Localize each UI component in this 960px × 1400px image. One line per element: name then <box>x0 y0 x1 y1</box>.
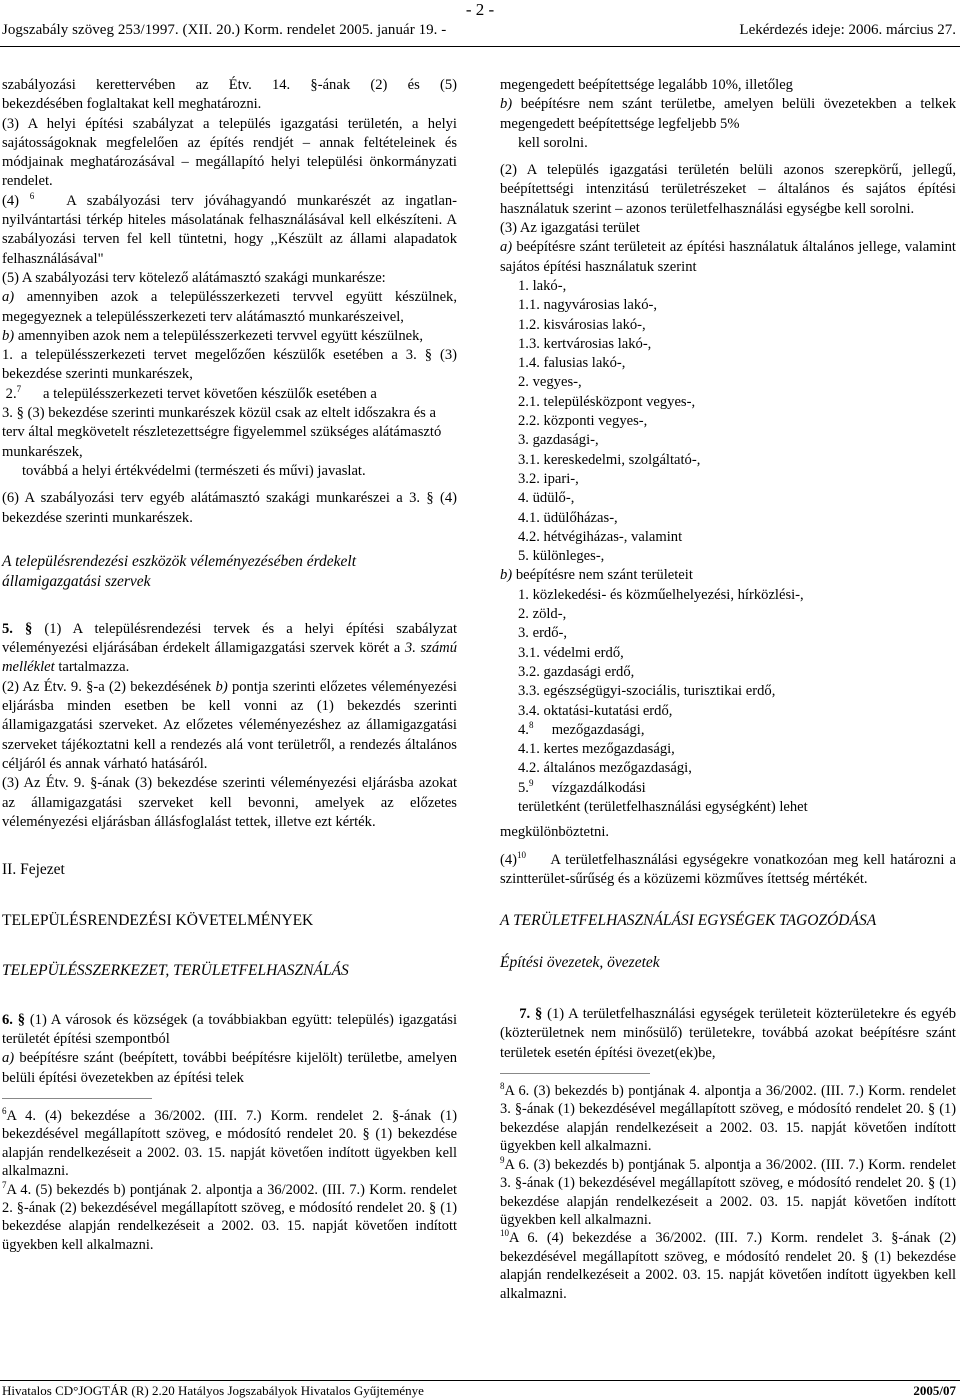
list-b-tail-2: megkülönböztetni. <box>500 824 610 841</box>
list-a-item: 5. különleges-, <box>518 548 605 565</box>
page-header <box>0 0 960 60</box>
paragraph-5b1: 1. a településszerkezeti tervet megelőzően készülők esetében a 3. § (3) bekezdése szerinti munkarészek, <box>2 347 457 383</box>
paragraph-rb: b) beépítésre nem szánt területeit <box>500 567 693 584</box>
list-a-item: 2.2. központi vegyes-, <box>518 413 648 430</box>
paragraph-r5: a) beépítésre szánt területeit az építési használatuk általános jellege, valamint sajátos építési használatuk szerint <box>500 239 956 275</box>
list-a-item: 3.1. kereskedelmi, szolgáltató-, <box>518 451 701 468</box>
paragraph-r2: b) beépítésre nem szánt területbe, amelyen belüli övezetekben a telkek megengedett beépítettsége legfeljebb 5% <box>500 96 956 132</box>
section-title: TELEPÜLÉSSZERKEZET, TERÜLETFELHASZNÁLÁS <box>2 961 349 979</box>
list-a-item: 3. gazdasági-, <box>518 432 599 449</box>
footnote-ref-9[interactable]: 9 <box>528 777 534 788</box>
footnote-7: $^7$A 4. (5) bekezdés b) pontjának 2. alpontja a 36/2002. (III. 7.) Korm. rendelet 2. §-ának (2) bekezdésével megállapított szöveg, e módosító rendelet 20. § (1) bekezdése alapján rendelkezéseit a 2002. 03. 15. napját követően indított ügyekben kell alkalmazni. <box>2 1179 457 1253</box>
heading-building-zones: Építési övezetek, övezetek <box>500 954 660 972</box>
footnote-10: $^{10}$A 6. (4) bekezdése a 36/2002. (III. 7.) Korm. rendelet 3. §-ának (2) bekezdésével megállapított szöveg, e módosító rendelet 20. § (1) bekezdése alapján rendelkezéseit a 2002. 03. 15. napját követően indított ügyekben kell alkalmazni. <box>500 1228 956 1302</box>
list-b-tail: területként (területfelhasználási egységként) lehet <box>518 798 808 815</box>
list-b-item: 3.2. gazdasági erdő, <box>518 663 635 680</box>
list-b-item: 2. zöld-, <box>518 606 567 623</box>
header-query-date: Lekérdezés ideje: 2006. március 27. <box>739 22 956 38</box>
paragraph-5c: továbbá a helyi értékvédelmi (természeti és művi) javaslat. <box>22 462 366 479</box>
page-footer <box>0 1380 960 1400</box>
list-a-item: 2. vegyes-, <box>518 374 582 391</box>
paragraph-5a: a) amennyiben azok a településszerkezeti tervvel együtt készülnek, megegyeznek a településszerkezeti terv alátámasztó munkarészeivel, <box>2 289 458 325</box>
header-document-title: Jogszabály szöveg 253/1997. (XII. 20.) Korm. rendelet 2005. január 19. - <box>2 22 447 38</box>
section-7-paragraph-1: 7. § (1) A területfelhasználási egységek területeit közterületekre és egyéb (közterületnek nem minősülő) területekre, továbbá azokat beépítésre szánt területek esetén építési övezet(ek)be, <box>500 1006 957 1061</box>
land-use-list-a <box>500 277 956 566</box>
paragraph-r2-tail: kell sorolni. <box>518 134 588 151</box>
footnote-ref-7[interactable]: 7 <box>16 383 22 394</box>
chapter-title: TELEPÜLÉSRENDEZÉSI KÖVETELMÉNYEK <box>2 912 314 930</box>
list-a-item: 2.1. településközpont vegyes-, <box>518 393 696 410</box>
section-7-number: 7. § <box>519 1006 543 1023</box>
annex-3-reference: 3. számú melléklet <box>2 640 457 676</box>
paragraph-5: (5) A szabályozási terv kötelező alátámasztó szakági munkarésze: <box>2 269 386 286</box>
heading-review-bodies-line2: államigazgatási szervek <box>2 572 151 590</box>
paragraph-5b2-cont: 3. § (3) bekezdése szerinti munkarészek közül csak az eltelt időszakra és a terv által megkövetelt részletezettségre figyelemmel szükséges alátámasztó munkarészek, <box>2 405 442 460</box>
list-b-item: 1. közlekedési- és közműelhelyezési, hírközlési-, <box>518 586 804 603</box>
paragraph-5b2: 2.$^7$ a településszerkezeti tervet követően készülők esetében a <box>5 383 377 402</box>
list-b-item-4-2: 4.2. általános mezőgazdasági, <box>518 760 692 777</box>
footnote-divider <box>2 1098 152 1099</box>
paragraph-intro-line2: bekezdésében foglaltakat kell meghatározni. <box>2 96 262 113</box>
header-divider <box>0 46 960 47</box>
paragraph-4: (4) $^6$ A szabályozási terv jóváhagyandó munkarészét az ingatlan-nyilvántartási térkép hiteles másolatának felhasználásával kell elkészíteni. A szabályozási terven fel kell tüntetni, hogy ,,Készült az állami alapadatok felhasználásával" <box>2 190 457 267</box>
section-6-point-a: a) beépítésre szánt (beépített, további beépítésre kijelölt) területbe, amelyen belüli építési övezetekben az építési telek <box>2 1050 457 1086</box>
list-a-item: 3.2. ipari-, <box>518 470 579 487</box>
list-a-item: 4. üdülő-, <box>518 490 575 507</box>
footnote-ref-8[interactable]: 8 <box>528 719 534 730</box>
heading-land-use-units: A TERÜLETFELHASZNÁLÁSI EGYSÉGEK TAGOZÓDÁSA <box>500 912 877 930</box>
list-a-item: 1.2. kisvárosias lakó-, <box>518 316 646 333</box>
list-a-item: 4.1. üdülőházas-, <box>518 509 618 526</box>
list-a-item: 1.3. kertvárosias lakó-, <box>518 335 652 352</box>
footnote-9: $^9$A 6. (3) bekezdés b) pontjának 5. alpontja a 36/2002. (III. 7.) Korm. rendelet 3. §-ának (1) bekezdésével megállapított szöveg, e módosító rendelet 20. § (1) bekezdése alapján rendelkezéseit a 2002. 03. 15. napját követően indított ügyekben kell alkalmazni. <box>500 1154 956 1228</box>
footer-divider <box>0 1380 960 1381</box>
list-b-item-4-1: 4.1. kertes mezőgazdasági, <box>518 741 675 758</box>
list-b-item: 3.1. védelmi erdő, <box>518 644 624 661</box>
list-b-item-5: 5.$^9$ vízgazdálkodási <box>518 777 646 796</box>
footer-source: Hivatalos CD°JOGTÁR (R) 2.20 Hatályos Jogszabályok Hivatalos Gyűjteménye <box>2 1383 424 1398</box>
section-5-paragraph-1: 5. § (1) A településrendezési tervek és a helyi építési szabályzat véleményezési eljárásában érdekelt államigazgatási szervek körét a 3. számú melléklet tartalmazza. <box>2 620 457 676</box>
paragraph-3: (3) A helyi építési szabályzat a település igazgatási területén, a helyi sajátosságoknak megfelelően az építés rendjét – annak feltételeinek és módjainak meghatározásával – megállapító helyi települési önkormányzati rendelet. <box>2 115 457 190</box>
list-a-item: 1.4. falusias lakó-, <box>518 355 626 372</box>
footnote-ref-6[interactable]: 6 <box>29 190 35 201</box>
left-column <box>2 76 457 1254</box>
heading-review-bodies-line1: A településrendezési eszközök véleményezésében érdekelt <box>2 552 357 570</box>
list-b-item: 3.3. egészségügyi-szociális, turisztikai erdő, <box>518 683 776 700</box>
list-a-item: 1.1. nagyvárosias lakó-, <box>518 297 658 314</box>
paragraph-5b: b) amennyiben azok nem a településszerkezeti tervvel együtt készülnek, <box>2 327 424 344</box>
list-b-item-4: 4.$^8$ mezőgazdasági, <box>518 719 645 738</box>
paragraph-intro-line1: szabályozási kerettervében az Étv. 14. §-ának (2) és (5) <box>2 77 457 93</box>
paragraph-6: (6) A szabályozási terv egyéb alátámasztó szakági munkarészei a 3. § (4) bekezdése szerinti munkarészek. <box>2 490 457 526</box>
paragraph-r6: $(4)^{10}$ A területfelhasználási egységekre vonatkozóan meg kell határozni a szintterület-sűrűség és a közüzemi közműves ítettség mértékét. <box>500 849 956 887</box>
paragraph-r4: (3) Az igazgatási terület <box>500 220 640 237</box>
section-6-paragraph-1: 6. § (1) A városok és községek (a továbbiakban együtt: település) igazgatási területét építési szempontból <box>2 1011 457 1047</box>
right-column <box>500 76 956 1303</box>
section-6-number: 6. § <box>2 1011 26 1028</box>
section-5-paragraph-2: (2) Az Étv. 9. §-a (2) bekezdésének b) pontja szerinti előzetes véleményezési eljárásba minden esetben be kell vonni az (1) bekezdés szerinti államigazgatási szerveket. Az előzetes véleményezéshez az államigazgatási szerveket tájékoztatni kell a rendezés alá vont területről, a rendezés általános céljáról és annak várható hatásáról. <box>2 678 457 772</box>
section-5-paragraph-3: (3) Az Étv. 9. §-ának (3) bekezdése szerinti véleményezési eljárásba azokat az államigazgatási szerveket kell bevonni, amelyek az előzetes véleményezési eljárásban állásfoglalást tettek, illetve ezt kérték. <box>2 775 457 830</box>
land-use-list-b <box>500 586 956 721</box>
footnote-8: $^8$A 6. (3) bekezdés b) pontjának 4. alpontja a 36/2002. (III. 7.) Korm. rendelet 3. §-ának (1) bekezdésével megállapított szöveg, e módosító rendelet 20. § (1) bekezdése alapján rendelkezéseit a 2002. 03. 15. napját követően indított ügyekben kell alkalmazni. <box>500 1081 956 1155</box>
paragraph-r3: (2) A település igazgatási területén belüli azonos szerepkörű, jellegű, beépítettségi intenzitású területrészeket – általános és sajátos építési használatuk szerint – azonos területfelhasználási egységbe kell sorolni. <box>500 162 956 217</box>
footnote-divider-right <box>500 1073 650 1074</box>
list-b-item: 3. erdő-, <box>518 625 568 642</box>
chapter-heading: II. Fejezet <box>2 861 65 879</box>
paragraph-r1: megengedett beépítettsége legalább 10%, illetőleg <box>500 77 793 93</box>
list-a-item: 4.2. hétvégiházas-, valamint <box>518 528 683 545</box>
list-a-item: 1. lakó-, <box>518 277 567 294</box>
page-number: - 2 - <box>465 0 495 19</box>
section-5-number: 5. § <box>2 620 33 637</box>
list-b-item: 3.4. oktatási-kutatási erdő, <box>518 702 673 719</box>
footnote-ref-10[interactable]: 10 <box>517 849 527 860</box>
footnote-6: $^6$A 4. (4) bekezdése a 36/2002. (III. 7.) Korm. rendelet 2. §-ának (1) bekezdésével megállapított szöveg, e módosító rendelet 20. § (1) bekezdése alapján rendelkezéseit a 2002. 03. 15. napját követően indított ügyekben kell alkalmazni. <box>2 1106 457 1180</box>
footer-edition: 2005/07 <box>913 1383 956 1398</box>
